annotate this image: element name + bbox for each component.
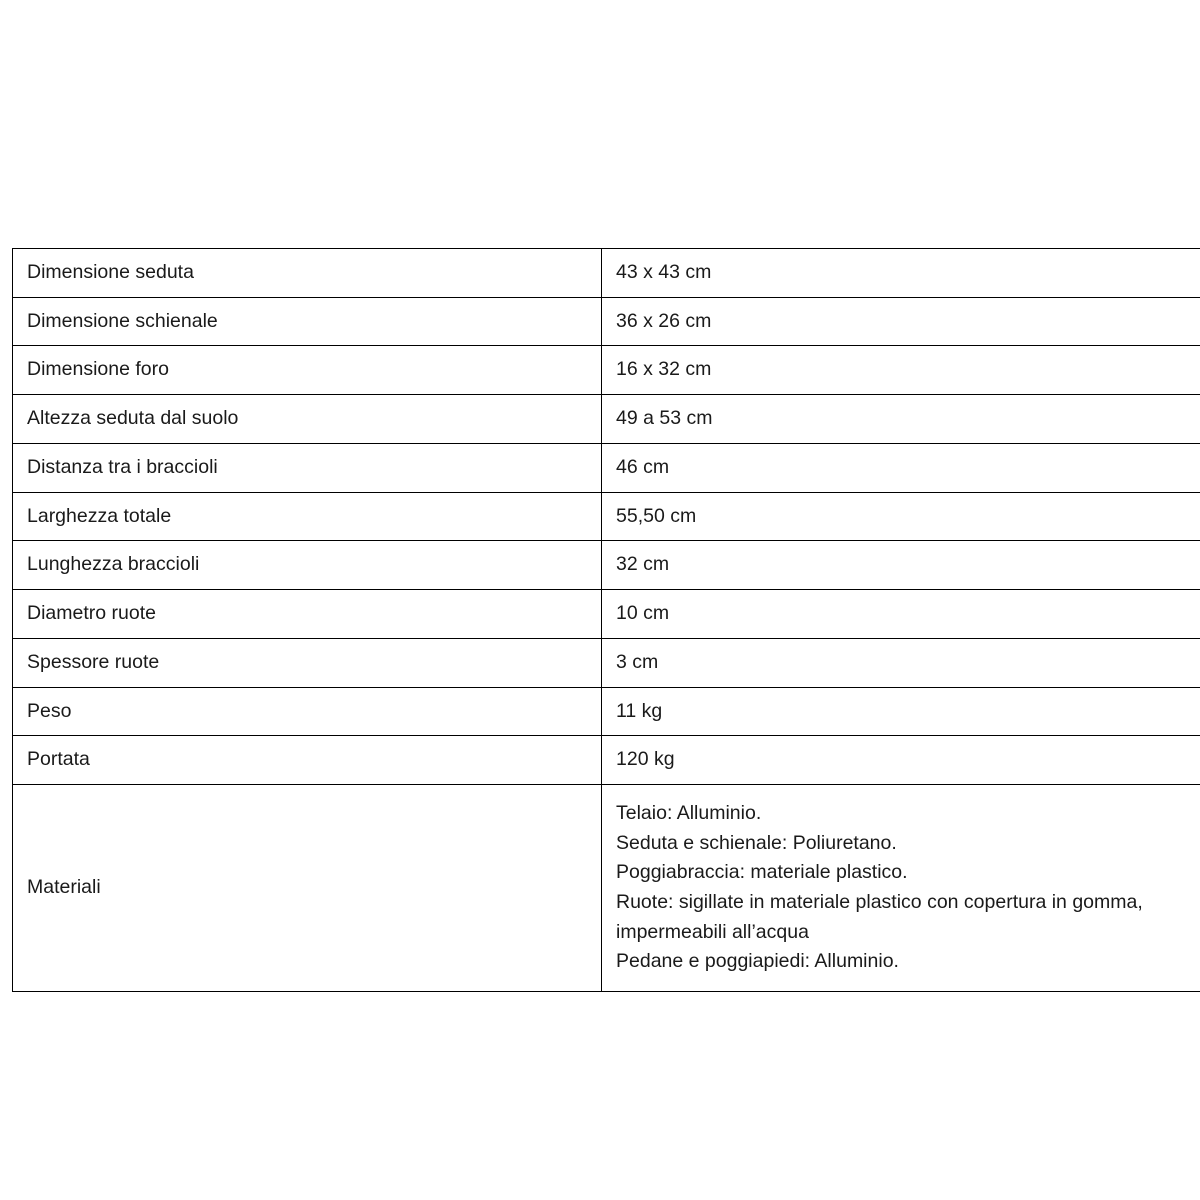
table-row (13, 346, 1200, 395)
material-line: Poggiabraccia: materiale plastico. (616, 861, 908, 884)
spec-value: 3 cm (602, 638, 1200, 687)
table-row (13, 736, 1200, 785)
spec-value: 16 x 32 cm (602, 346, 1200, 395)
material-line: Telaio: Alluminio. (616, 802, 762, 825)
table-row-materials (13, 785, 1200, 992)
spec-label: Spessore ruote (13, 638, 602, 687)
table-row (13, 297, 1200, 346)
spec-value: 49 a 53 cm (602, 395, 1200, 444)
spec-value-materials (602, 785, 1200, 992)
table-row (13, 687, 1200, 736)
specification-table-body (13, 249, 1200, 992)
material-line: Seduta e schienale: Poliuretano. (616, 831, 897, 854)
table-row (13, 395, 1200, 444)
spec-label: Lunghezza braccioli (13, 541, 602, 590)
table-row (13, 541, 1200, 590)
spec-value: 11 kg (602, 687, 1200, 736)
table-row (13, 492, 1200, 541)
specification-table-container (12, 248, 1188, 992)
spec-value: 32 cm (602, 541, 1200, 590)
table-row (13, 249, 1200, 298)
material-line: Ruote: sigillate in materiale plastico con copertura in gomma, impermeabili all’acqua (616, 890, 1143, 943)
material-line: Pedane e poggiapiedi: Alluminio. (616, 950, 899, 973)
spec-value: 43 x 43 cm (602, 249, 1200, 298)
spec-label: Dimensione schienale (13, 297, 602, 346)
spec-value: 10 cm (602, 590, 1200, 639)
spec-value: 120 kg (602, 736, 1200, 785)
spec-label: Peso (13, 687, 602, 736)
spec-label: Portata (13, 736, 602, 785)
spec-value: 36 x 26 cm (602, 297, 1200, 346)
table-row (13, 590, 1200, 639)
table-row (13, 443, 1200, 492)
spec-label: Dimensione foro (13, 346, 602, 395)
spec-label: Dimensione seduta (13, 249, 602, 298)
spec-value: 46 cm (602, 443, 1200, 492)
spec-value: 55,50 cm (602, 492, 1200, 541)
table-row (13, 638, 1200, 687)
spec-label: Larghezza totale (13, 492, 602, 541)
spec-label: Altezza seduta dal suolo (13, 395, 602, 444)
spec-label-materials: Materiali (13, 785, 602, 992)
spec-label: Diametro ruote (13, 590, 602, 639)
spec-label: Distanza tra i braccioli (13, 443, 602, 492)
specification-table (12, 248, 1200, 992)
